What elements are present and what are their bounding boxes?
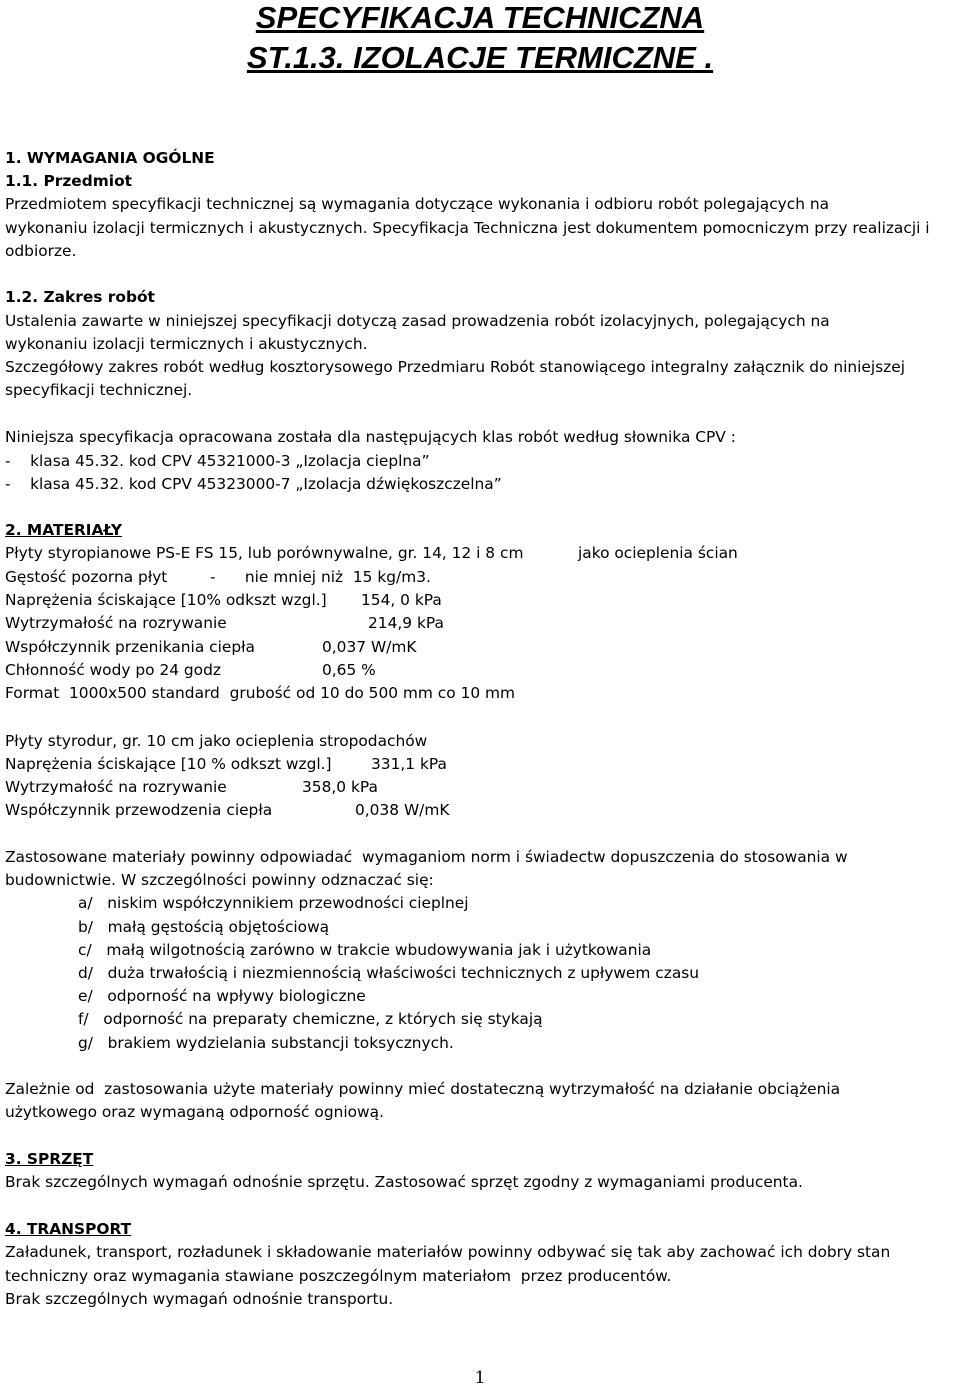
prop-value: 358,0 kPa — [302, 778, 378, 796]
paragraph-line: Załadunek, transport, rozładunek i składowanie materiałów powinny odbywać się tak aby zachować ich dobry stan — [5, 1243, 891, 1261]
section-1-heading: 1. WYMAGANIA OGÓLNE — [5, 149, 215, 167]
prop-label: Gęstość pozorna płyt — [5, 568, 168, 586]
prop-label: Chłonność wody po 24 godz — [5, 661, 221, 679]
section-2-heading: 2. MATERIAŁY — [5, 521, 123, 539]
paragraph-line: Zależnie od zastosowania użyte materiały powinny mieć dostateczną wytrzymałość na działanie obciążenia — [5, 1080, 841, 1098]
prop-label: Współczynnik przewodzenia ciepła — [5, 801, 273, 819]
prop-value: 214,9 kPa — [368, 614, 444, 632]
styro-use: jako ocieplenia ścian — [578, 544, 738, 562]
req-list-item: a/ niskim współczynnikiem przewodności cieplnej — [78, 894, 469, 912]
section-4-heading: 4. TRANSPORT — [5, 1220, 132, 1238]
prop-value: 0,65 % — [322, 661, 376, 679]
paragraph-line: Brak szczególnych wymagań odnośnie sprzętu. Zastosować sprzęt zgodny z wymaganiami producenta. — [5, 1173, 803, 1191]
prop-label: Naprężenia ściskające [10% odkszt wzgl.] — [5, 591, 327, 609]
prop-value: 154, 0 kPa — [361, 591, 442, 609]
paragraph-line: użytkowego oraz wymaganą odporność ogniową. — [5, 1103, 384, 1121]
paragraph-line: specyfikacji technicznej. — [5, 381, 193, 399]
styro-format: Format 1000x500 standard grubość od 10 do 500 mm co 10 mm — [5, 684, 516, 702]
prop-label: Wytrzymałość na rozrywanie — [5, 614, 227, 632]
section-1-1-heading: 1.1. Przedmiot — [5, 172, 132, 190]
paragraph-line: Szczegółowy zakres robót według kosztorysowego Przedmiaru Robót stanowiącego integralny załącznik do niniejszej — [5, 358, 906, 376]
prop-value: 0,038 W/mK — [355, 801, 450, 819]
page-number: 1 — [474, 1368, 486, 1388]
document-title-line2: ST.1.3. IZOLACJE TERMICZNE . — [246, 40, 714, 75]
cpv-item: - klasa 45.32. kod CPV 45323000-7 „Izolacja dźwiękoszczelna” — [5, 475, 502, 493]
req-list-item: d/ duża trwałością i niezmiennością właściwości technicznych z upływem czasu — [78, 964, 700, 982]
paragraph-line: budownictwie. W szczególności powinny odznaczać się: — [5, 871, 434, 889]
paragraph-line: wykonaniu izolacji termicznych i akustycznych. — [5, 335, 368, 353]
req-list-item: f/ odporność na preparaty chemiczne, z których się stykają — [78, 1010, 543, 1028]
section-3-heading: 3. SPRZĘT — [5, 1150, 94, 1168]
document-title-line1: SPECYFIKACJA TECHNICZNA — [255, 0, 705, 35]
paragraph-line: Brak szczególnych wymagań odnośnie transportu. — [5, 1290, 394, 1308]
req-list-item: e/ odporność na wpływy biologiczne — [78, 987, 366, 1005]
prop-value: 0,037 W/mK — [322, 638, 417, 656]
prop-label: Naprężenia ściskające [10 % odkszt wzgl.] — [5, 755, 332, 773]
paragraph-line: wykonaniu izolacji termicznych i akustycznych. Specyfikacja Techniczna jest dokumentem pomocniczym przy realizacji i — [5, 219, 930, 237]
styrodur-line: Płyty styrodur, gr. 10 cm jako ocieplenia stropodachów — [5, 732, 428, 750]
paragraph-line: odbiorze. — [5, 242, 77, 260]
cpv-intro: Niniejsza specyfikacja opracowana została dla następujących klas robót według słownika CPV : — [5, 428, 736, 446]
prop-value: - nie mniej niż 15 kg/m3. — [210, 568, 431, 586]
prop-value: 331,1 kPa — [371, 755, 447, 773]
prop-label: Wytrzymałość na rozrywanie — [5, 778, 227, 796]
paragraph-line: Zastosowane materiały powinny odpowiadać wymaganiom norm i świadectw dopuszczenia do stosowania w — [5, 848, 848, 866]
req-list-item: g/ brakiem wydzielania substancji toksycznych. — [78, 1034, 454, 1052]
paragraph-line: techniczny oraz wymagania stawiane poszczególnym materiałom przez producentów. — [5, 1267, 672, 1285]
req-list-item: c/ małą wilgotnością zarówno w trakcie wbudowywania jak i użytkowania — [78, 941, 652, 959]
cpv-item: - klasa 45.32. kod CPV 45321000-3 „Izolacja cieplna” — [5, 452, 430, 470]
req-list-item: b/ małą gęstością objętościową — [78, 918, 330, 936]
paragraph-line: Przedmiotem specyfikacji technicznej są wymagania dotyczące wykonania i odbioru robót polegających na — [5, 195, 830, 213]
prop-label: Współczynnik przenikania ciepła — [5, 638, 255, 656]
section-1-2-heading: 1.2. Zakres robót — [5, 288, 155, 306]
styro-line: Płyty styropianowe PS-E FS 15, lub porównywalne, gr. 14, 12 i 8 cm — [5, 544, 524, 562]
paragraph-line: Ustalenia zawarte w niniejszej specyfikacji dotyczą zasad prowadzenia robót izolacyjnych, polegających na — [5, 312, 830, 330]
